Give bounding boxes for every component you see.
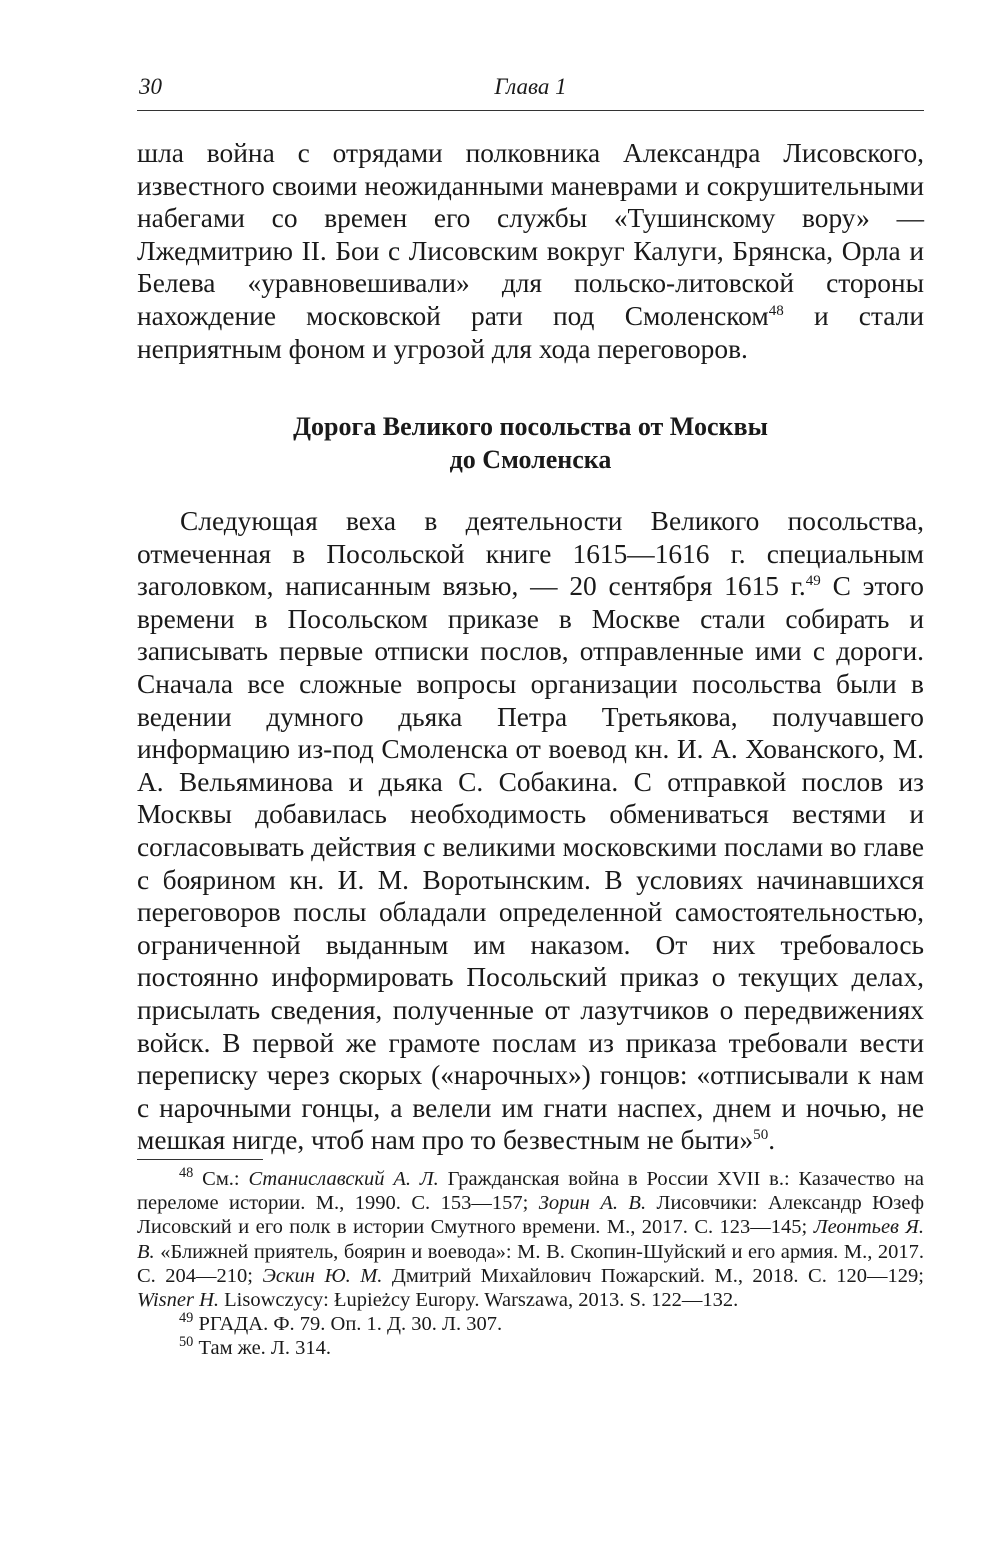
footnote-ref: 49	[805, 573, 821, 590]
footnote-separator	[137, 1159, 263, 1160]
footnote-author: Эскин Ю. М.	[262, 1264, 383, 1287]
footnote-author: Леонтьев Я. В.	[137, 1216, 924, 1263]
continuation-paragraph	[137, 137, 924, 365]
footnote-text: Там же. Л. 314.	[193, 1337, 331, 1360]
footnote-author: Зорин А. В.	[538, 1192, 647, 1215]
footnotes	[137, 1167, 924, 1361]
footnote-ref: 48	[768, 302, 784, 319]
section-heading-line: до Смоленска	[449, 445, 612, 474]
footnote-ref: 50	[753, 1127, 769, 1144]
footnote-text: Дмитрий Михайлович Пожарский. М., 2018. С. 120—129;	[382, 1264, 924, 1287]
paragraph-text: и стали неприятным фоном и угрозой для хода переговоров.	[137, 300, 924, 364]
footnote-text: Гражданская война в России XVII в.: Казачество на переломе истории. М., 1990. С. 153—157;	[137, 1168, 925, 1215]
footnote-text: РГАДА. Ф. 79. Оп. 1. Д. 30. Л. 307.	[193, 1313, 503, 1336]
footnote-number: 50	[179, 1334, 194, 1351]
chapter-title: Глава 1	[494, 74, 567, 99]
footnote-text: Lisowczycy: Łupieżcy Europy. Warszawa, 2013. S. 122—132.	[219, 1289, 739, 1312]
footnote-49	[137, 1312, 924, 1336]
footnote-author: Станиславский А. Л.	[248, 1168, 439, 1190]
paragraph-text: .	[768, 1125, 776, 1156]
paragraph-text: шла война с отрядами полковника Александра Лисовского, известного своими неожиданными маневрами и сокрушительными набегами со времен его службы «Тушинскому вору» — Лжедмитрию II. Бои с Лисовским вокруг Калуги, Брянска, Орла и Белева «уравновешивали» для польско-литовской стороны нахождение московской рати под Смоленском	[137, 138, 924, 331]
footnote-text: См.:	[193, 1168, 249, 1190]
footnote-50	[137, 1336, 924, 1360]
paragraph-text: С этого времени в Посольском приказе в Москве стали собирать и записывать первые отписки послов, отправленные ими с дороги. Сначала все сложные вопросы организации посольства были в ведении думного дьяка Петра Третьякова, получавшего информацию из-под Смоленска от воевод кн. И. А. Хованского, М. А. Вельяминова и дьяка С. Собакина. С отправкой послов из Москвы добавилась необходимость обмениваться вестями и согласовывать действия с великими московскими послами во главе с боярином кн. И. М. Воротынским. В условиях начинавшихся переговоров послы обладали определенной самостоятельностью, ограниченной выданным им наказом. От них требовалось постоянно информировать Посольский приказ о текущих делах, присылать сведения, полученные от лазутчиков о передвижениях войск. В первой же грамоте послам из приказа требовали вести переписку через скорых («нарочных») гонцов: «отписывали к нам с нарочными гонцы, а велели им гнати наспех, днем и ночью, не мешкая нигде, чтоб нам про то безвестным не быти»	[137, 571, 924, 1156]
footnote-number: 48	[179, 1165, 194, 1182]
page-number: 30	[139, 74, 162, 99]
footnote-48	[137, 1167, 924, 1312]
main-paragraph	[137, 505, 924, 1157]
section-heading-line: Дорога Великого посольства от Москвы	[293, 412, 768, 441]
paragraph-text: Следующая веха в деятельности Великого посольства, отмеченная в Посольской книге 1615—1616 г. специальным заголовком, написанным вязью, — 20 сентября 1615 г.	[137, 506, 924, 602]
footnote-text: «Ближней приятель, боярин и воевода»: М. В. Скопин-Шуйский и его армия. М., 2017. С. 204—210;	[137, 1240, 924, 1287]
footnote-author: Wisner H.	[137, 1289, 219, 1312]
section-heading	[137, 410, 924, 476]
footnote-text: Лисовчики: Александр Юзеф Лисовский и его полк в истории Смутного времени. М., 2017. С. 123—145;	[137, 1192, 924, 1239]
footnote-number: 49	[179, 1310, 194, 1327]
running-header	[137, 70, 924, 111]
